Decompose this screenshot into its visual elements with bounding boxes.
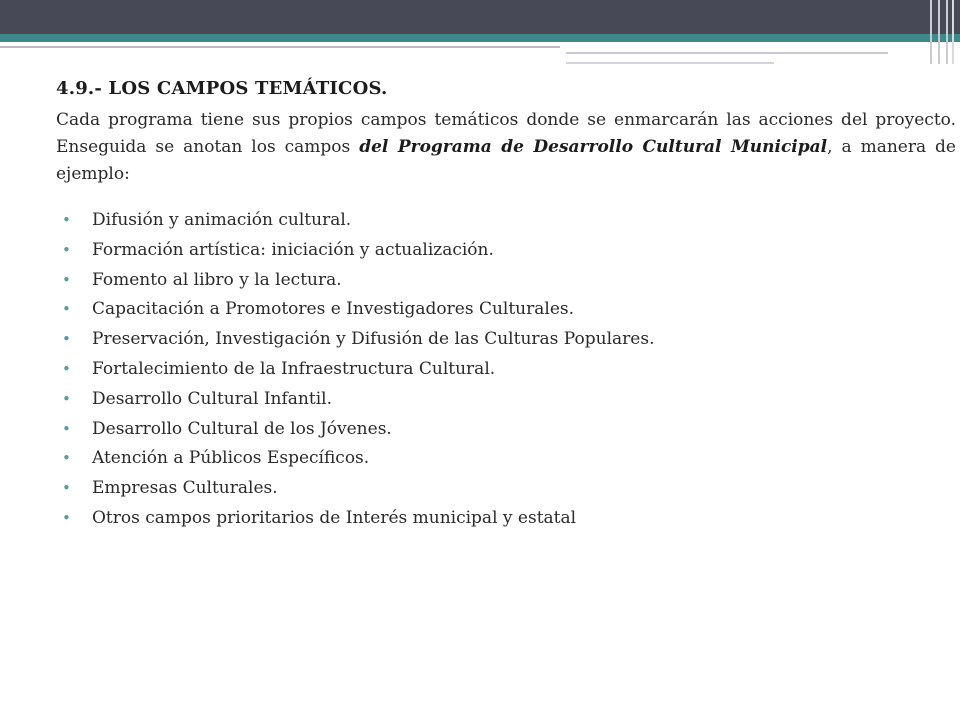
intro-text-start: Cada programa tiene sus propios campos temáticos donde se enmarcarán las acciones del proyecto. Enseguida se anotan los campos [56,110,956,157]
bullet-icon: • [62,330,71,349]
list-item-text: Fortalecimiento de la Infraestructura Cultural. [92,358,496,379]
decorative-line [566,52,888,54]
accent-band [0,34,960,42]
topic-list [62,206,956,534]
list-item-text: Difusión y animación cultural. [92,210,352,230]
decorative-bars [928,0,960,64]
decorative-line [0,46,560,48]
decorative-line [566,62,774,64]
bullet-icon: • [62,359,71,378]
list-item-text: Empresas Culturales. [92,478,278,499]
bullet-icon: • [62,508,71,527]
bullet-icon: • [62,479,71,498]
bullet-icon: • [62,449,71,468]
bullet-icon: • [62,270,71,289]
slide-content [56,78,956,534]
list-item [62,474,956,504]
header-band [0,0,960,34]
list-item [62,295,956,325]
list-item [62,385,956,415]
list-item [62,355,956,385]
bullet-icon: • [62,300,71,319]
list-item-text: Capacitación a Promotores e Investigadores Culturales. [92,299,575,320]
list-item [62,504,956,534]
intro-emphasis: del Programa de Desarrollo Cultural Municipal [359,137,828,157]
intro-paragraph [56,107,956,188]
list-item-text: Formación artística: iniciación y actualización. [92,239,494,260]
list-item-text: Preservación, Investigación y Difusión de las Culturas Populares. [92,329,655,350]
list-item-text: Atención a Públicos Específicos. [92,448,370,469]
bullet-icon: • [62,211,71,229]
list-item-text: Fomento al libro y la lectura. [92,269,342,290]
list-item [62,266,956,296]
intro-text-end: , a manera de ejemplo: [56,137,956,184]
list-item [62,325,956,355]
bullet-icon: • [62,419,71,438]
list-item [62,206,956,236]
list-item-text: Otros campos prioritarios de Interés municipal y estatal [92,507,577,528]
list-item-text: Desarrollo Cultural Infantil. [92,388,332,409]
bullet-icon: • [62,240,71,259]
list-item [62,444,956,474]
list-item [62,415,956,445]
slide-title: 4.9.- LOS CAMPOS TEMÁTICOS. [56,78,388,99]
list-item [62,236,956,266]
bullet-icon: • [62,389,71,408]
list-item-text: Desarrollo Cultural de los Jóvenes. [92,418,392,439]
